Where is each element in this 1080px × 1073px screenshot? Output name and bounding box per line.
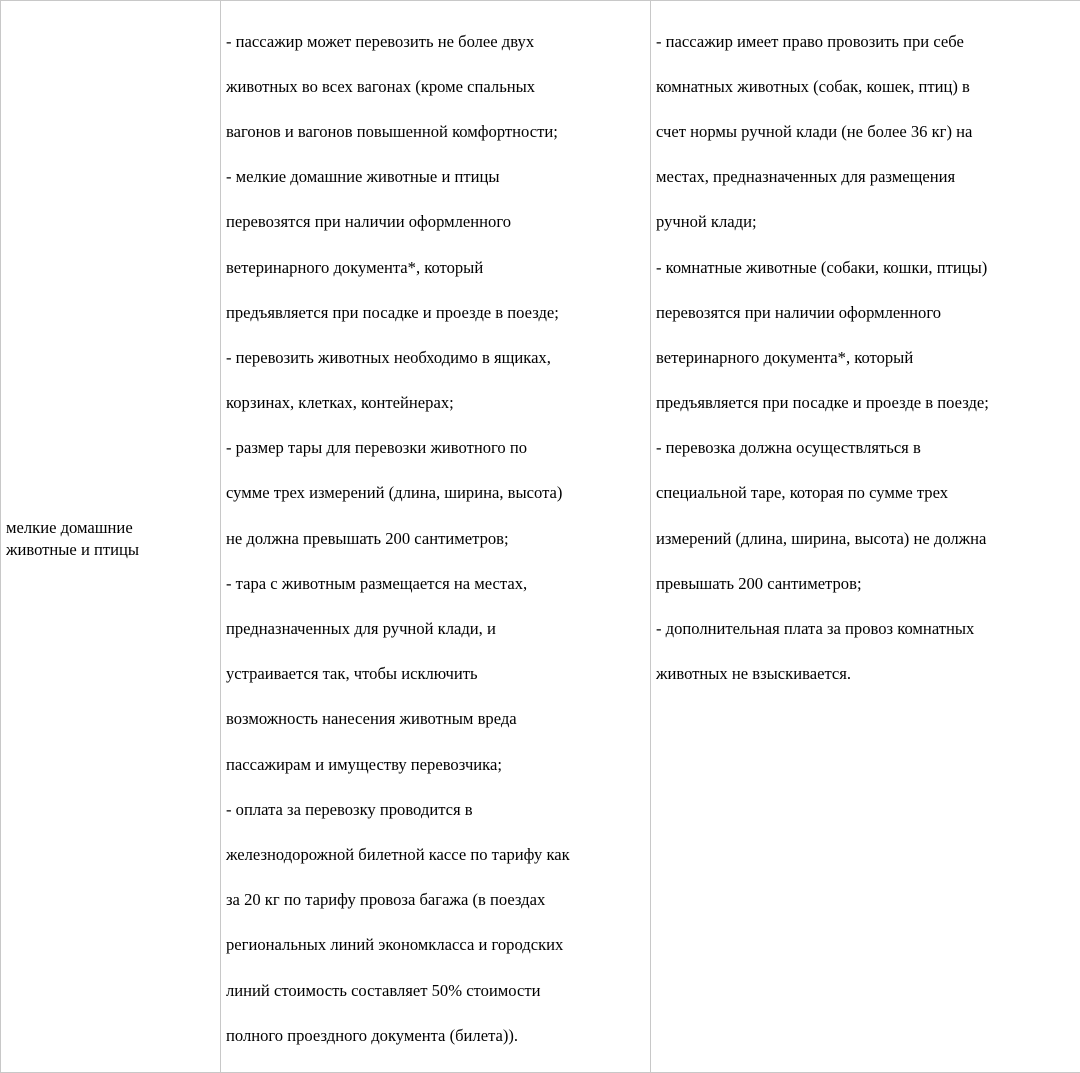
rule-line: - пассажир может перевозить не более двух [226, 31, 646, 54]
rule-line: животных во всех вагонах (кроме спальных [226, 76, 646, 99]
rule-line: вагонов и вагонов повышенной комфортности; [226, 121, 646, 144]
rule-line: - мелкие домашние животные и птицы [226, 166, 646, 189]
rule-line: комнатных животных (собак, кошек, птиц) в [656, 76, 1076, 99]
rule-line: ручной клади; [656, 211, 1076, 234]
rule-line: устраивается так, чтобы исключить [226, 663, 646, 686]
rule-line: перевозятся при наличии оформленного [656, 302, 1076, 325]
rule-line: предназначенных для ручной клади, и [226, 618, 646, 641]
rule-line: превышать 200 сантиметров; [656, 573, 1076, 596]
rules-cell-a [221, 1, 651, 1073]
rule-line: - перевозить животных необходимо в ящиках, [226, 347, 646, 370]
rule-line: пассажирам и имуществу перевозчика; [226, 754, 646, 777]
rule-line: предъявляется при посадке и проезде в поезде; [226, 302, 646, 325]
rule-line: - оплата за перевозку проводится в [226, 799, 646, 822]
rule-line: местах, предназначенных для размещения [656, 166, 1076, 189]
rule-line: животных не взыскивается. [656, 663, 1076, 686]
table-row [1, 1, 1080, 1073]
rule-line: - комнатные животные (собаки, кошки, птицы) [656, 257, 1076, 280]
rule-line: возможность нанесения животным вреда [226, 708, 646, 731]
rule-line: - дополнительная плата за провоз комнатных [656, 618, 1076, 641]
rule-line: - пассажир имеет право провозить при себе [656, 31, 1076, 54]
rule-line: измерений (длина, ширина, высота) не должна [656, 528, 1076, 551]
rule-line: ветеринарного документа*, который [226, 257, 646, 280]
rule-line: специальной таре, которая по сумме трех [656, 482, 1076, 505]
rule-line: не должна превышать 200 сантиметров; [226, 528, 646, 551]
rule-line: линий стоимость составляет 50% стоимости [226, 980, 646, 1003]
rule-line: счет нормы ручной клади (не более 36 кг) на [656, 121, 1076, 144]
rule-line: - перевозка должна осуществляться в [656, 437, 1076, 460]
category-cell: мелкие домашние животные и птицы [1, 1, 221, 1073]
rule-line: за 20 кг по тарифу провоза багажа (в поездах [226, 889, 646, 912]
rule-line: - размер тары для перевозки животного по [226, 437, 646, 460]
rule-line: полного проездного документа (билета)). [226, 1025, 646, 1048]
rule-line: ветеринарного документа*, который [656, 347, 1076, 370]
rule-line: региональных линий экономкласса и городских [226, 934, 646, 957]
rule-line: железнодорожной билетной кассе по тарифу как [226, 844, 646, 867]
rules-cell-b [651, 1, 1080, 1073]
rule-line: - тара с животным размещается на местах, [226, 573, 646, 596]
rule-line: сумме трех измерений (длина, ширина, высота) [226, 482, 646, 505]
rule-line: перевозятся при наличии оформленного [226, 211, 646, 234]
rule-line: предъявляется при посадке и проезде в поезде; [656, 392, 1076, 415]
rule-line: корзинах, клетках, контейнерах; [226, 392, 646, 415]
